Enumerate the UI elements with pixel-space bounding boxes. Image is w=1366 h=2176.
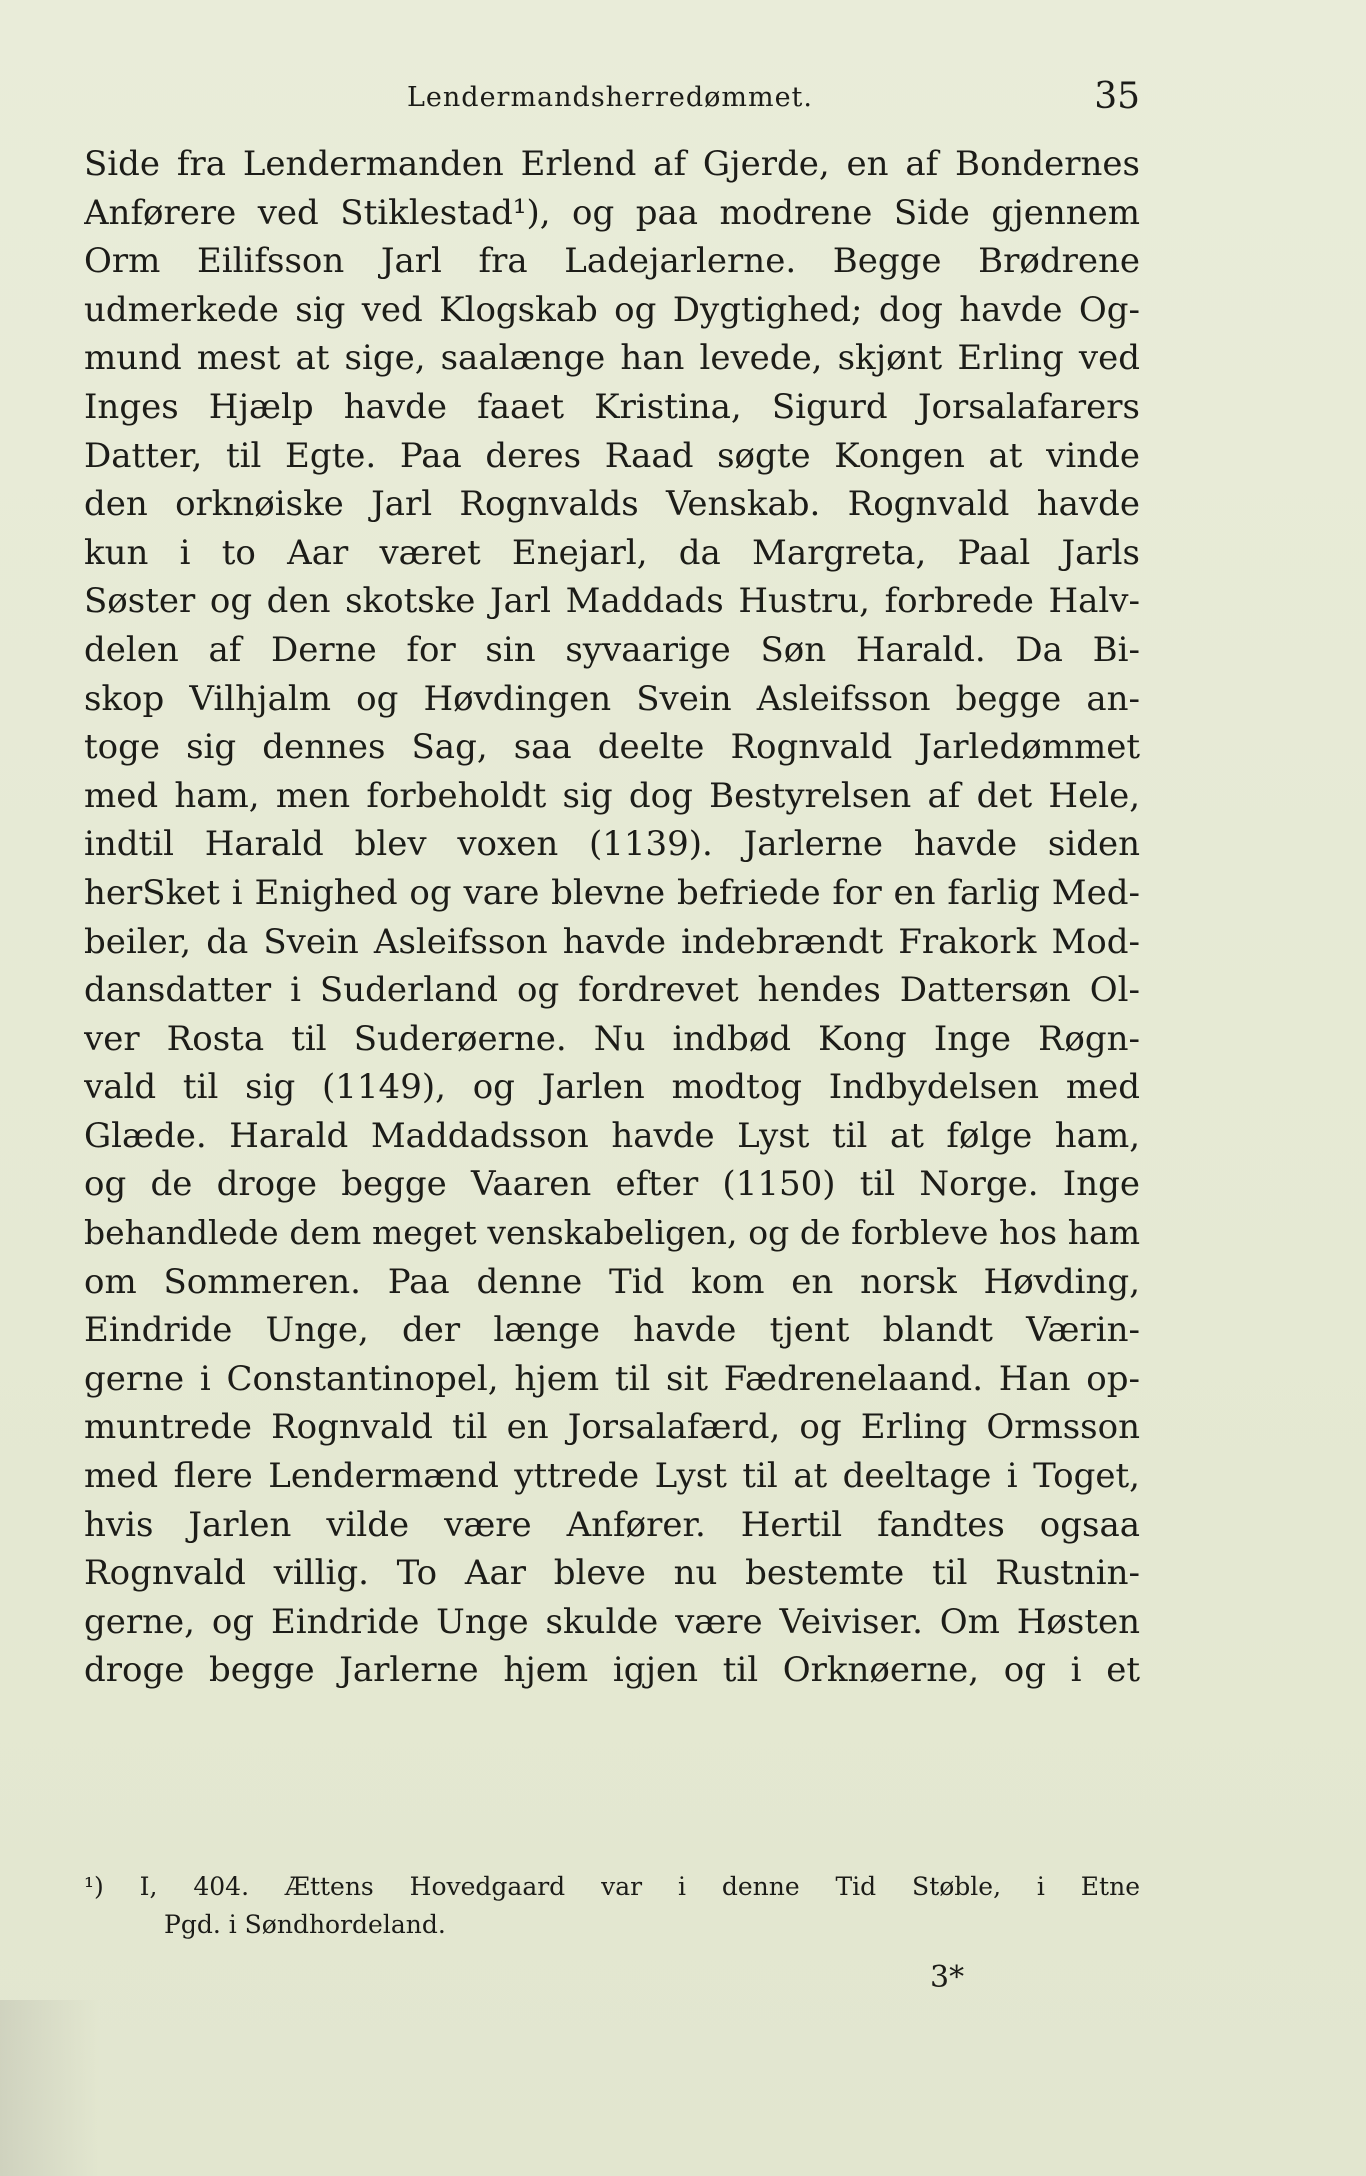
text-line: skop Vilhjalm og Høvdingen Svein Asleifsson begge an- [84, 678, 1140, 719]
text-line: den orknøiske Jarl Rognvalds Venskab. Rognvald havde [84, 484, 1140, 525]
text-line: vald til sig (1149), og Jarlen modtog Indbydelsen med [84, 1067, 1140, 1108]
text-line: om Sommeren. Paa denne Tid kom en norsk Høvding, [84, 1261, 1140, 1302]
text-line: Inges Hjælp havde faaet Kristina, Sigurd Jorsalafarers [84, 386, 1140, 427]
text-line: ver Rosta til Suderøerne. Nu indbød Kong Inge Røgn- [84, 1018, 1140, 1059]
text-line: herSket i Enighed og vare blevne befriede for en farlig Med- [84, 872, 1140, 913]
text-line: droge begge Jarlerne hjem igjen til Orknøerne, og i et [84, 1650, 1140, 1691]
page-number: 35 [1094, 76, 1140, 117]
text-line: Datter, til Egte. Paa deres Raad søgte Kongen at vinde [84, 435, 1140, 476]
text-line: Eindride Unge, der længe havde tjent blandt Værin- [84, 1310, 1140, 1351]
page-edge-shadow [0, 2000, 100, 2176]
text-line: med ham, men forbeholdt sig dog Bestyrelsen af det Hele, [84, 775, 1140, 816]
text-line: med flere Lendermænd yttrede Lyst til at deeltage i Toget, [84, 1456, 1140, 1497]
text-line: Anførere ved Stiklestad¹), og paa modrene Side gjennem [84, 192, 1140, 233]
text-line: Søster og den skotske Jarl Maddads Hustru, forbrede Halv- [84, 581, 1140, 622]
footnote-line: ¹) I, 404. Ættens Hovedgaard var i denne Tid Støble, i Etne [84, 1872, 1140, 1901]
text-line: beiler, da Svein Asleifsson havde indebrændt Frakork Mod- [84, 921, 1140, 962]
text-line: toge sig dennes Sag, saa deelte Rognvald Jarledømmet [84, 727, 1140, 768]
footnotes [84, 1868, 1140, 1944]
signature-mark: 3* [930, 1960, 965, 1995]
text-line: udmerkede sig ved Klogskab og Dygtighed; dog havde Og- [84, 289, 1140, 330]
text-line: gerne i Constantinopel, hjem til sit Fædrenelaand. Han op- [84, 1358, 1140, 1399]
text-line: delen af Derne for sin syvaarige Søn Harald. Da Bi- [84, 629, 1140, 670]
text-line: muntrede Rognvald til en Jorsalafærd, og Erling Ormsson [84, 1407, 1140, 1448]
text-line: dansdatter i Suderland og fordrevet hendes Dattersøn Ol- [84, 970, 1140, 1011]
footnote-line: Pgd. i Søndhordeland. [164, 1910, 446, 1939]
text-line: Rognvald villig. To Aar bleve nu bestemte til Rustnin- [84, 1553, 1140, 1594]
body-text [84, 140, 1140, 1695]
text-line: mund mest at sige, saalænge han levede, skjønt Erling ved [84, 338, 1140, 379]
running-title: Lendermandsherredømmet. [406, 82, 813, 113]
text-line: indtil Harald blev voxen (1139). Jarlerne havde siden [84, 824, 1140, 865]
text-line: hvis Jarlen vilde være Anfører. Hertil fandtes ogsaa [84, 1504, 1140, 1545]
text-line: Side fra Lendermanden Erlend af Gjerde, en af Bondernes [84, 144, 1140, 184]
text-line: Orm Eilifsson Jarl fra Ladejarlerne. Begge Brødrene [84, 241, 1140, 282]
text-line: kun i to Aar været Enejarl, da Margreta, Paal Jarls [84, 532, 1140, 573]
page-header [80, 72, 1140, 122]
text-line: Glæde. Harald Maddadsson havde Lyst til at følge ham, [84, 1115, 1140, 1156]
text-line: behandlede dem meget venskabeligen, og de forbleve hos ham [84, 1213, 1140, 1253]
text-line: gerne, og Eindride Unge skulde være Veiviser. Om Høsten [84, 1601, 1140, 1642]
text-line: og de droge begge Vaaren efter (1150) til Norge. Inge [84, 1164, 1140, 1205]
